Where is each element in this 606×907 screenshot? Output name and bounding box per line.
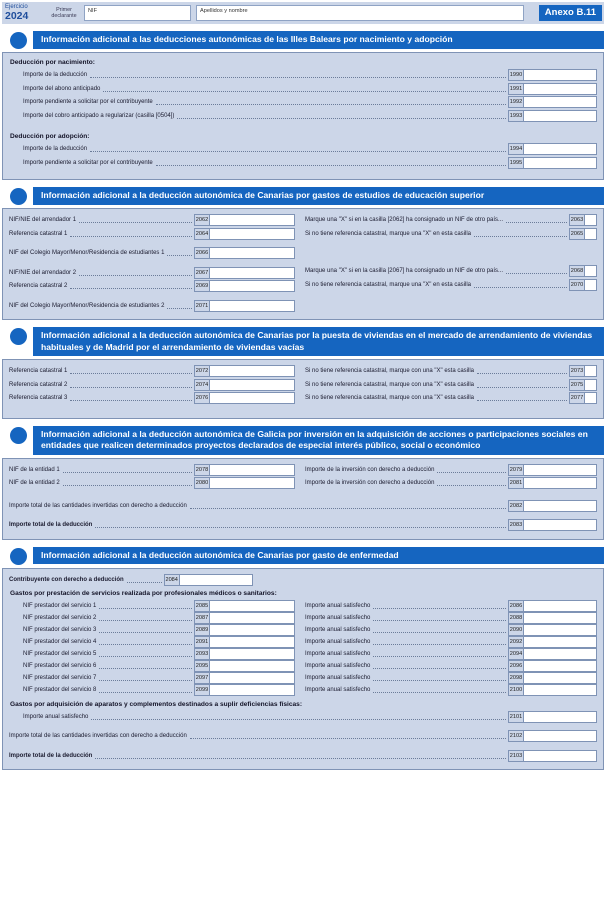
section-title-3: Información adicional a la deducción autonómica de Canarias por la puesta de viviendas en el mercado de arrendamiento de viviendas habituales y de Madrid por el arrendamiento de viviendas vacías	[33, 327, 604, 356]
dotted-leader	[79, 268, 192, 276]
spacer	[9, 491, 597, 500]
box-number: 1990	[508, 69, 523, 81]
section-panel-5	[2, 568, 604, 771]
spacer	[9, 696, 597, 700]
dotted-leader	[127, 575, 162, 583]
form-row	[305, 477, 597, 489]
form-row	[9, 672, 295, 684]
box-number: 2084	[164, 574, 179, 586]
row-label: NIF/NIE del arrendador 2	[9, 269, 77, 276]
row-label: Importe de la inversión con derecho a deducción	[305, 466, 435, 473]
section-heading-2	[2, 187, 604, 205]
box-number: 2092	[508, 636, 523, 648]
left-column	[9, 365, 295, 406]
row-label: Importe anual satisfecho	[305, 686, 371, 693]
dotted-leader	[63, 465, 192, 473]
box-number: 2099	[194, 684, 209, 696]
box-number: 2065	[569, 228, 584, 240]
box-number: 2085	[194, 600, 209, 612]
two-column-layout	[9, 600, 597, 696]
right-column	[295, 464, 597, 491]
checkbox-input[interactable]	[584, 392, 597, 404]
apellidos-nombre-field[interactable]	[196, 5, 524, 21]
box-number: 2101	[508, 711, 523, 723]
row-label: Importe anual satisfecho	[305, 638, 371, 645]
section-title-1: Información adicional a las deducciones autonómicas de las Illes Balears por nacimiento y adopción	[33, 31, 604, 49]
group-title-aparatos: Gastos por adquisición de aparatos y complementos destinados a suplir deficiencias físicas:	[10, 700, 303, 708]
box-number: 2102	[508, 730, 523, 742]
form-row	[9, 83, 597, 95]
dotted-leader	[474, 280, 567, 288]
box-number: 2077	[569, 392, 584, 404]
form-row	[9, 300, 295, 312]
box-number: 2068	[569, 265, 584, 277]
form-row	[305, 672, 597, 684]
row-label: NIF prestador del servicio 2	[23, 614, 97, 621]
box-number: 1991	[508, 83, 523, 95]
box-number: 2083	[508, 519, 523, 531]
dotted-leader	[373, 637, 506, 645]
form-row-total	[9, 500, 597, 512]
section-heading-5	[2, 547, 604, 565]
amount-input[interactable]	[523, 519, 597, 531]
form-row	[9, 612, 295, 624]
dotted-leader	[70, 380, 192, 388]
amount-input[interactable]	[523, 157, 597, 169]
form-row	[305, 464, 597, 476]
form-row	[305, 379, 597, 391]
form-row	[305, 279, 597, 291]
row-label: Importe del cobro anticipado a regularizar (casilla [0504])	[23, 112, 175, 119]
row-label: Importe pendiente a solicitar por el contribuyente	[23, 99, 153, 105]
two-column-layout	[9, 365, 597, 406]
form-row	[9, 477, 295, 489]
amount-input[interactable]	[523, 648, 597, 660]
row-label: Referencia catastral 2	[9, 381, 68, 388]
row-label: NIF prestador del servicio 6	[23, 662, 97, 669]
section-panel-2	[2, 208, 604, 320]
form-row	[9, 392, 295, 404]
dotted-leader	[99, 637, 192, 645]
form-row	[305, 600, 597, 612]
dotted-leader	[167, 301, 192, 309]
amount-input[interactable]	[523, 110, 597, 122]
contribuyente-input[interactable]	[179, 574, 253, 586]
box-number: 1992	[508, 96, 523, 108]
box-number: 1993	[508, 110, 523, 122]
form-row	[9, 228, 295, 240]
row-label: NIF prestador del servicio 4	[23, 638, 97, 645]
amount-input[interactable]	[523, 83, 597, 95]
amount-input[interactable]	[523, 612, 597, 624]
amount-input[interactable]	[523, 477, 597, 489]
row-label: Importe total de las cantidades invertidas con derecho a deducción	[9, 733, 187, 739]
form-row	[305, 660, 597, 672]
box-number: 2073	[569, 365, 584, 377]
nif-input[interactable]	[209, 477, 295, 489]
apellidos-nombre-placeholder-label: Apellidos y nombre	[200, 8, 248, 14]
form-row	[9, 143, 597, 155]
form-row	[305, 228, 597, 240]
dotted-leader	[437, 478, 506, 486]
section-bullet-icon	[10, 427, 27, 444]
spacer	[9, 123, 597, 132]
nif-placeholder-label: NIF	[88, 8, 98, 14]
form-row	[305, 684, 597, 696]
row-label: Importe de la inversión con derecho a deducción	[305, 480, 435, 486]
box-number: 2070	[569, 279, 584, 291]
form-row	[305, 636, 597, 648]
section-heading-1	[2, 31, 604, 49]
box-number: 2064	[194, 228, 209, 240]
box-number: 2082	[508, 500, 523, 512]
row-label: NIF prestador del servicio 5	[23, 650, 97, 657]
dotted-leader	[90, 144, 506, 152]
form-row-total	[9, 730, 597, 742]
form-row	[305, 392, 597, 404]
row-label: Si no tiene referencia catastral, marque con una "X" esta casilla	[305, 368, 475, 374]
form-row	[9, 110, 597, 122]
row-label: Importe pendiente a solicitar por el contribuyente	[23, 159, 153, 166]
referencia-catastral-input[interactable]	[209, 280, 295, 292]
dotted-leader	[99, 601, 192, 609]
nif-input[interactable]	[209, 612, 295, 624]
right-column	[295, 600, 597, 696]
box-number: 2080	[194, 477, 209, 489]
box-number: 2096	[508, 660, 523, 672]
row-label: Importe total de las cantidades invertidas con derecho a deducción	[9, 502, 187, 509]
form-row	[9, 157, 597, 169]
dotted-leader	[474, 229, 567, 237]
dotted-leader	[63, 478, 192, 486]
box-number: 2067	[194, 267, 209, 279]
section-panel-3	[2, 359, 604, 419]
form-row	[9, 624, 295, 636]
row-label: Si no tiene referencia catastral, marque con una "X" esta casilla	[305, 381, 475, 388]
dotted-leader	[506, 266, 567, 274]
amount-input[interactable]	[523, 672, 597, 684]
dotted-leader	[373, 673, 506, 681]
row-label: Importe del abono anticipado	[23, 85, 101, 92]
dotted-leader	[437, 465, 506, 473]
section-panel-1	[2, 52, 604, 180]
amount-input[interactable]	[523, 684, 597, 696]
row-label: Si no tiene referencia catastral, marque con una "X" esta casilla	[305, 395, 475, 401]
left-column	[9, 464, 295, 491]
section-title-4: Información adicional a la deducción autonómica de Galicia por inversión en la adquisición de acciones o participaciones sociales en entidades que realicen determinados proyectos declarados de especial interés público, social o económico	[33, 426, 604, 455]
box-number: 2072	[194, 365, 209, 377]
form-row	[305, 365, 597, 377]
box-number: 2081	[508, 477, 523, 489]
section-bullet-icon	[10, 32, 27, 49]
dotted-leader	[177, 111, 506, 119]
box-number: 2071	[194, 300, 209, 312]
amount-input[interactable]	[523, 69, 597, 81]
box-number: 2074	[194, 379, 209, 391]
row-label: Importe anual satisfecho	[305, 650, 371, 657]
nif-input[interactable]	[209, 648, 295, 660]
form-row	[9, 684, 295, 696]
box-number: 2079	[508, 464, 523, 476]
dotted-leader	[90, 70, 506, 78]
amount-input[interactable]	[523, 750, 597, 762]
amount-input[interactable]	[523, 636, 597, 648]
row-label: Importe anual satisfecho	[23, 713, 89, 720]
form-row	[9, 280, 295, 292]
group-title-adopcion: Deducción por adopción:	[10, 133, 90, 140]
dotted-leader	[99, 649, 192, 657]
nif-input[interactable]	[209, 300, 295, 312]
box-number: 2094	[508, 648, 523, 660]
dotted-leader	[190, 501, 506, 509]
box-number: 2090	[508, 624, 523, 636]
ejercicio-year: 2024	[5, 10, 29, 22]
form-row	[9, 600, 295, 612]
form-row	[305, 214, 597, 226]
row-label: NIF de la entidad 1	[9, 466, 60, 473]
section-title-5: Información adicional a la deducción autonómica de Canarias por gasto de enfermedad	[33, 547, 604, 565]
anexo-badge: Anexo B.11	[539, 5, 602, 21]
ejercicio-block	[2, 2, 44, 24]
amount-input[interactable]	[523, 500, 597, 512]
row-label: Marque una "X" si en la casilla [2067] ha consignado un NIF de otro país...	[305, 268, 504, 274]
dotted-leader	[373, 613, 506, 621]
nif-input[interactable]	[209, 247, 295, 259]
group-title-nacimiento: Deducción por nacimiento:	[10, 59, 95, 66]
ejercicio-label: Ejercicio	[5, 4, 28, 10]
dotted-leader	[95, 751, 506, 759]
nif-input[interactable]	[209, 464, 295, 476]
row-label: Referencia catastral 2	[9, 283, 68, 289]
dotted-leader	[156, 158, 506, 166]
spacer	[305, 247, 597, 259]
dotted-leader	[373, 625, 506, 633]
dotted-leader	[99, 625, 192, 633]
section-heading-4	[2, 426, 604, 455]
primer-declarante-line2: declarante	[51, 13, 77, 19]
dotted-leader	[99, 673, 192, 681]
form-row	[9, 96, 597, 108]
row-label: Importe de la deducción	[23, 146, 88, 152]
amount-input[interactable]	[523, 730, 597, 742]
left-column	[9, 600, 295, 696]
form-row	[9, 214, 295, 226]
box-number: 2093	[194, 648, 209, 660]
row-label: Si no tiene referencia catastral, marque una "X" en esta casilla	[305, 230, 472, 237]
form-header	[2, 2, 604, 24]
referencia-catastral-input[interactable]	[209, 365, 295, 377]
section-bullet-icon	[10, 548, 27, 565]
dotted-leader	[477, 393, 567, 401]
form-row-total	[9, 519, 597, 531]
row-label: NIF del Colegio Mayor/Menor/Residencia de estudiantes 2	[9, 302, 165, 309]
row-label: Importe de la deducción	[23, 72, 88, 78]
row-label: Importe total de la deducción	[9, 752, 93, 759]
row-label: NIF prestador del servicio 7	[23, 674, 97, 681]
row-label: NIF del Colegio Mayor/Menor/Residencia de estudiantes 1	[9, 250, 165, 256]
box-number: 2062	[194, 214, 209, 226]
box-number: 2103	[508, 750, 523, 762]
amount-input[interactable]	[523, 624, 597, 636]
box-number: 2076	[194, 392, 209, 404]
checkbox-input[interactable]	[584, 214, 597, 226]
two-column-layout	[9, 464, 597, 491]
form-row	[9, 247, 295, 259]
form-row	[9, 365, 295, 377]
nif-input[interactable]	[209, 600, 295, 612]
form-row	[9, 574, 597, 586]
box-number: 2089	[194, 624, 209, 636]
referencia-catastral-input[interactable]	[209, 392, 295, 404]
row-label: Contribuyente con derecho a deducción	[9, 576, 124, 583]
amount-input[interactable]	[523, 711, 597, 723]
dotted-leader	[99, 613, 192, 621]
dotted-leader	[70, 229, 192, 237]
amount-input[interactable]	[523, 660, 597, 672]
row-label: Importe anual satisfecho	[305, 602, 371, 609]
group-title-servicios: Gastos por prestación de servicios realizada por profesionales médicos o sanitarios:	[10, 589, 277, 597]
dotted-leader	[70, 366, 192, 374]
nif-input[interactable]	[209, 624, 295, 636]
row-label: NIF prestador del servicio 1	[23, 602, 97, 609]
form-row	[9, 464, 295, 476]
primer-declarante-label	[44, 2, 84, 24]
dotted-leader	[91, 712, 506, 720]
section-heading-3	[2, 327, 604, 356]
row-label: Importe anual satisfecho	[305, 614, 371, 621]
nif-input[interactable]	[209, 660, 295, 672]
primer-declarante-line1: Primer	[56, 6, 72, 13]
form-row	[305, 612, 597, 624]
box-number: 2087	[194, 612, 209, 624]
box-number: 2075	[569, 379, 584, 391]
right-column	[295, 365, 597, 406]
dotted-leader	[99, 685, 192, 693]
dotted-leader	[103, 84, 506, 92]
checkbox-input[interactable]	[584, 365, 597, 377]
row-label: Referencia catastral 1	[9, 230, 68, 237]
dotted-leader	[190, 731, 506, 739]
form-row	[9, 648, 295, 660]
box-number: 2100	[508, 684, 523, 696]
checkbox-input[interactable]	[584, 265, 597, 277]
row-label: NIF prestador del servicio 8	[23, 686, 97, 693]
nif-input[interactable]	[209, 684, 295, 696]
box-number: 2098	[508, 672, 523, 684]
nif-input[interactable]	[209, 672, 295, 684]
form-row	[9, 711, 597, 723]
box-number: 2086	[508, 600, 523, 612]
dotted-leader	[477, 366, 567, 374]
section-panel-4	[2, 458, 604, 540]
referencia-catastral-input[interactable]	[209, 379, 295, 391]
form-row	[9, 636, 295, 648]
row-label: Si no tiene referencia catastral, marque una "X" en esta casilla	[305, 281, 472, 288]
box-number: 2095	[194, 660, 209, 672]
dotted-leader	[95, 520, 506, 528]
nif-input[interactable]	[209, 267, 295, 279]
dotted-leader	[70, 281, 192, 289]
box-number: 2078	[194, 464, 209, 476]
row-label: Importe total de la deducción	[9, 522, 93, 528]
referencia-catastral-input[interactable]	[209, 228, 295, 240]
box-number: 2097	[194, 672, 209, 684]
row-label: NIF de la entidad 2	[9, 480, 60, 486]
dotted-leader	[79, 215, 192, 223]
amount-input[interactable]	[523, 96, 597, 108]
amount-input[interactable]	[523, 143, 597, 155]
section-title-2: Información adicional a la deducción autonómica de Canarias por gastos de estudios de educación superior	[33, 187, 604, 205]
box-number: 2091	[194, 636, 209, 648]
box-number: 2063	[569, 214, 584, 226]
dotted-leader	[373, 649, 506, 657]
row-label: Importe anual satisfecho	[305, 662, 371, 669]
form-row	[9, 379, 295, 391]
row-label: Marque una "X" si en la casilla [2062] ha consignado un NIF de otro país...	[305, 217, 504, 223]
dotted-leader	[70, 393, 192, 401]
box-number: 2066	[194, 247, 209, 259]
form-row	[305, 624, 597, 636]
two-column-layout	[9, 214, 597, 313]
form-row	[9, 267, 295, 279]
right-column	[295, 214, 597, 292]
row-label: Importe anual satisfecho	[305, 674, 371, 681]
form-row-total	[9, 750, 597, 762]
box-number: 1995	[508, 157, 523, 169]
dotted-leader	[506, 215, 567, 223]
checkbox-input[interactable]	[584, 228, 597, 240]
form-row	[305, 648, 597, 660]
box-number: 1994	[508, 143, 523, 155]
anexo-badge-wrap	[524, 2, 604, 24]
box-number: 2088	[508, 612, 523, 624]
nif-input[interactable]	[209, 636, 295, 648]
checkbox-input[interactable]	[584, 279, 597, 291]
section-bullet-icon	[10, 328, 27, 345]
left-column	[9, 214, 295, 313]
dotted-leader	[373, 685, 506, 693]
row-label: NIF prestador del servicio 3	[23, 626, 97, 633]
row-label: Referencia catastral 3	[9, 395, 68, 401]
nif-field[interactable]	[84, 5, 191, 21]
nif-input[interactable]	[209, 214, 295, 226]
dotted-leader	[156, 97, 506, 105]
form-row	[305, 265, 597, 277]
row-label: Referencia catastral 1	[9, 368, 68, 374]
dotted-leader	[477, 380, 567, 388]
amount-input[interactable]	[523, 600, 597, 612]
dotted-leader	[373, 601, 506, 609]
checkbox-input[interactable]	[584, 379, 597, 391]
dotted-leader	[373, 661, 506, 669]
row-label: NIF/NIE del arrendador 1	[9, 217, 77, 223]
section-bullet-icon	[10, 188, 27, 205]
dotted-leader	[99, 661, 192, 669]
amount-input[interactable]	[523, 464, 597, 476]
form-row	[9, 660, 295, 672]
row-label: Importe anual satisfecho	[305, 626, 371, 633]
box-number: 2069	[194, 280, 209, 292]
dotted-leader	[167, 248, 192, 256]
form-row	[9, 69, 597, 81]
